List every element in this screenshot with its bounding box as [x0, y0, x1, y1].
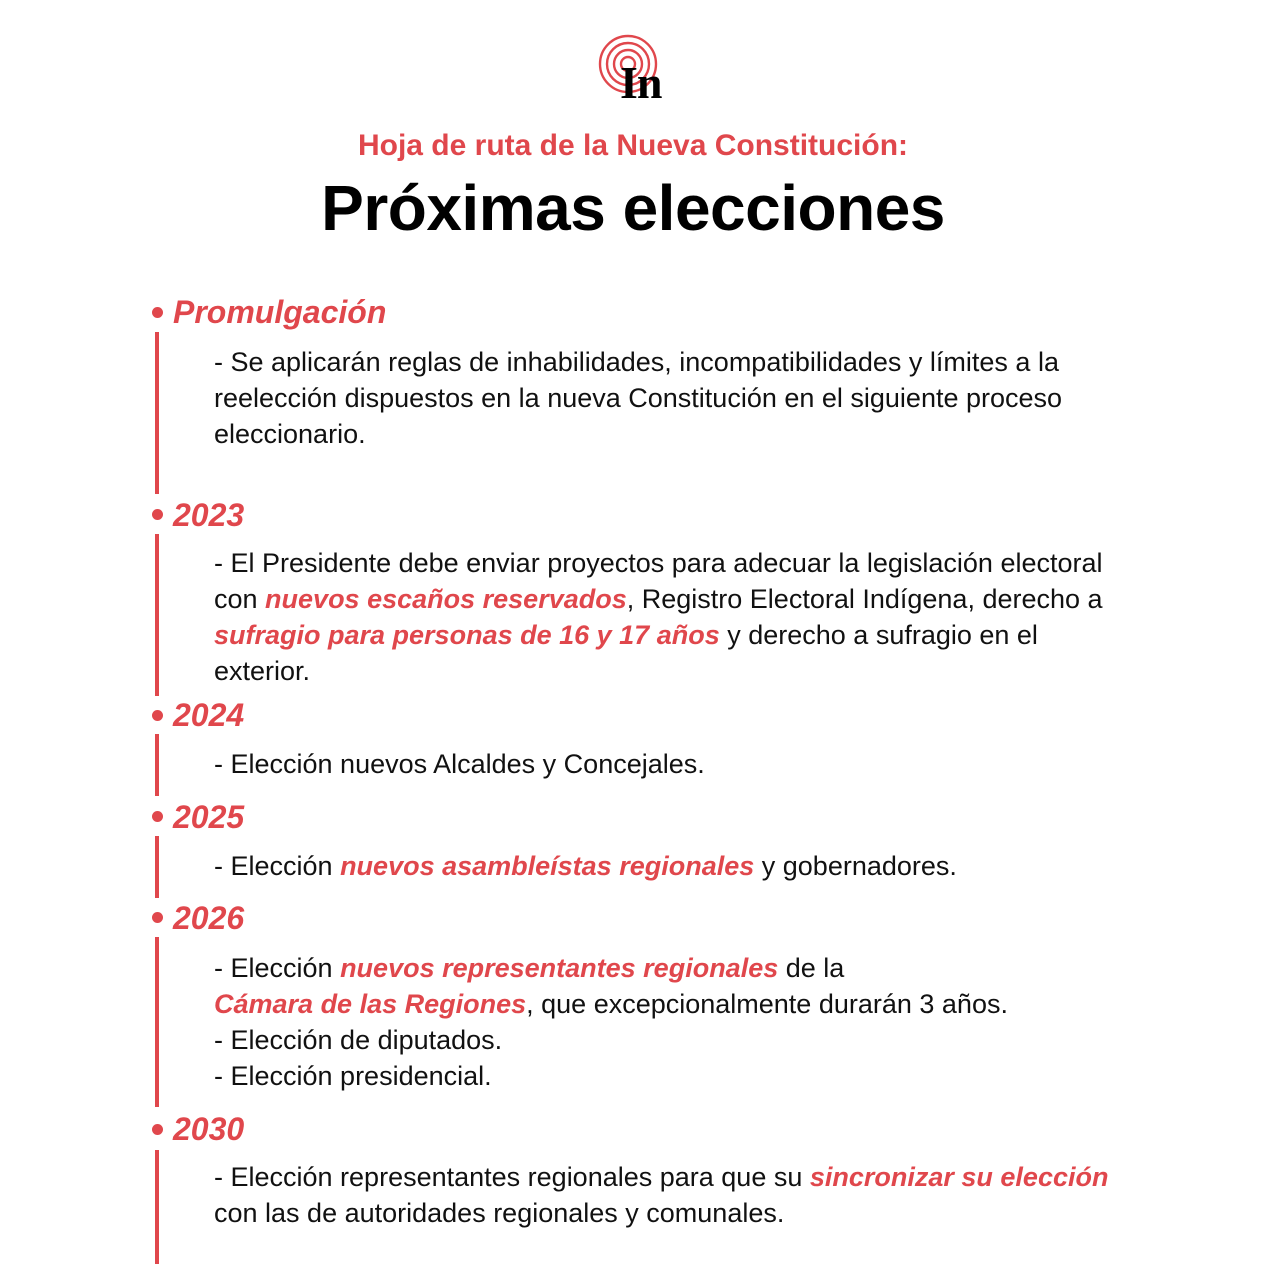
timeline-line — [155, 937, 159, 1107]
timeline-dot — [152, 710, 163, 721]
timeline-dot — [152, 509, 163, 520]
timeline-line — [155, 1150, 159, 1264]
heading-2023: 2023 — [173, 497, 245, 533]
text-2023: - El Presidente debe enviar proyectos para adecuar la legislación electoral con nuevos escaños reservados, Registro Electoral Indígena, derecho a sufragio para personas de 16 y 17 años y derecho a sufragio en el exterior. — [214, 548, 1103, 686]
text-promulgacion: - Se aplicarán reglas de inhabilidades, incompatibilidades y límites a la reelección dispuestos en la nueva Constitución en el siguiente proceso eleccionario. — [214, 347, 1063, 449]
highlight: Cámara de las Regiones — [214, 989, 527, 1019]
highlight: nuevos asambleístas regionales — [340, 851, 755, 881]
subtitle: Hoja de ruta de la Nueva Constitución: — [357, 129, 909, 162]
text-2024: - Elección nuevos Alcaldes y Concejales. — [214, 749, 705, 779]
highlight: sincronizar su elección — [809, 1162, 1109, 1192]
logo-text: In — [620, 57, 662, 108]
text-2030: - Elección representantes regionales para que su sincronizar su elección con las de autoridades regionales y comunales. — [214, 1162, 1109, 1228]
heading-2025: 2025 — [173, 799, 245, 835]
highlight: nuevos representantes regionales — [340, 953, 779, 983]
heading-promulgacion: Promulgación — [173, 294, 387, 330]
page-title: Próximas elecciones — [321, 172, 945, 244]
text-2026: - Elección nuevos representantes regionales de la Cámara de las Regiones, que excepcionalmente durarán 3 años. - Elección de diputados. - Elección presidencial. — [214, 953, 1008, 1091]
timeline-line — [155, 534, 159, 696]
timeline-dot — [152, 307, 163, 318]
highlight: nuevos escaños reservados — [265, 584, 627, 614]
timeline-dot — [152, 1124, 163, 1135]
timeline-line — [155, 332, 159, 494]
heading-2026: 2026 — [173, 900, 245, 936]
timeline-line — [155, 734, 159, 796]
timeline-dot — [152, 811, 163, 822]
timeline-dot — [152, 912, 163, 923]
heading-2024: 2024 — [173, 697, 245, 733]
heading-2030: 2030 — [173, 1111, 245, 1147]
timeline-line — [155, 836, 159, 898]
text-2025: - Elección nuevos asambleístas regionales y gobernadores. — [214, 851, 957, 881]
highlight: sufragio para personas de 16 y 17 años — [214, 620, 720, 650]
